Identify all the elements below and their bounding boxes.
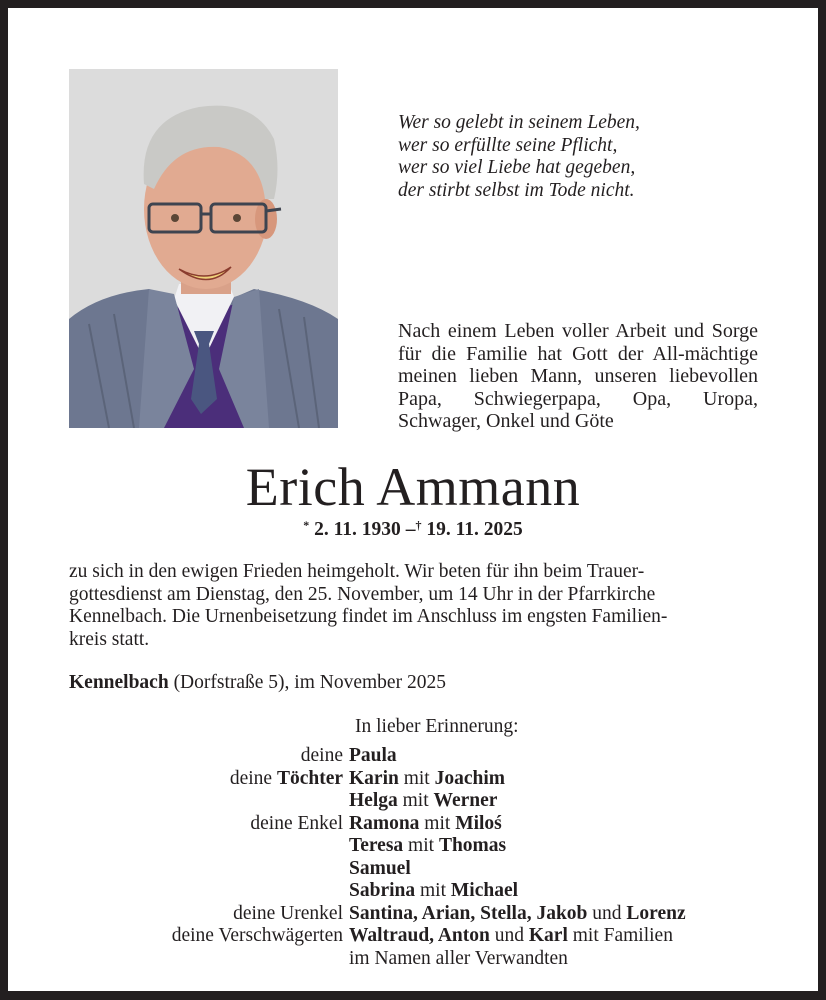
mourner-names bbox=[349, 925, 818, 948]
mourner-name: Lorenz bbox=[626, 902, 686, 924]
relation-label bbox=[8, 768, 349, 791]
mourner-name: Teresa bbox=[349, 835, 404, 856]
mourner-row bbox=[8, 925, 818, 948]
body-line: zu sich in den ewigen Frieden heimgeholt. Wir beten für ihn beim Trauer- bbox=[69, 561, 645, 582]
relation-text: deine Urenkel bbox=[233, 902, 343, 924]
memorial-poem bbox=[398, 112, 718, 202]
connector-text: und bbox=[587, 902, 627, 924]
connector-text: mit bbox=[415, 880, 451, 901]
mourner-names bbox=[349, 745, 818, 768]
mourner-row bbox=[8, 858, 818, 881]
body-line: gottesdienst am Dienstag, den 25. November, um 14 Uhr in der Pfarrkirche bbox=[69, 583, 656, 605]
relation-label bbox=[8, 790, 349, 813]
mourner-names bbox=[349, 813, 818, 836]
relation-text: deine bbox=[229, 767, 277, 789]
mourner-names bbox=[349, 858, 818, 881]
memory-heading: In lieber Erinnerung: bbox=[355, 716, 519, 737]
connector-text: und bbox=[489, 925, 529, 946]
obituary-notice bbox=[8, 8, 818, 991]
connector-text: mit bbox=[397, 790, 434, 811]
relation-label bbox=[8, 903, 349, 926]
poem-line: wer so viel Liebe hat gegeben, bbox=[398, 157, 636, 178]
mourner-name: Miloś bbox=[455, 812, 502, 834]
place-rest: (Dorfstraße 5), im November 2025 bbox=[168, 672, 446, 693]
mourner-names bbox=[349, 948, 818, 971]
relation-text: deine bbox=[300, 745, 343, 766]
mourner-name: Sabrina bbox=[349, 880, 416, 901]
body-line: Kennelbach. Die Urnenbeisetzung findet im Anschluss im engsten Familien- bbox=[69, 606, 668, 627]
relation-label bbox=[8, 858, 349, 881]
death-date: 19. 11. 2025 bbox=[426, 519, 523, 540]
mourner-name: Thomas bbox=[438, 835, 507, 856]
mourner-name: Santina, Arian, Stella, Jakob bbox=[349, 902, 588, 924]
poem-line: wer so erfüllte seine Pflicht, bbox=[398, 134, 618, 156]
relation-label bbox=[8, 948, 349, 971]
mourner-row bbox=[8, 745, 818, 768]
mourner-name: Paula bbox=[349, 745, 397, 766]
deceased-name: Erich Ammann bbox=[245, 457, 581, 517]
date-separator: – bbox=[405, 519, 416, 540]
mourner-name: Karl bbox=[528, 925, 568, 946]
connector-text: mit bbox=[403, 835, 439, 856]
mourner-names bbox=[349, 768, 818, 791]
birth-date: 2. 11. 1930 bbox=[314, 519, 401, 540]
mourner-row bbox=[8, 768, 818, 791]
mourner-names bbox=[349, 903, 818, 926]
birth-symbol: * bbox=[303, 518, 310, 532]
relation-text: Töchter bbox=[276, 767, 343, 789]
mourner-name: Karin bbox=[349, 767, 399, 789]
body-line: kreis statt. bbox=[69, 628, 150, 650]
mourner-name: Waltraud, Anton bbox=[349, 925, 490, 946]
mourners-list bbox=[8, 745, 818, 970]
relation-label bbox=[8, 813, 349, 836]
mourner-row bbox=[8, 813, 818, 836]
connector-text: mit bbox=[419, 812, 456, 834]
mourner-row bbox=[8, 835, 818, 858]
mourner-row bbox=[8, 903, 818, 926]
poem-line: Wer so gelebt in seinem Leben, bbox=[398, 112, 640, 133]
portrait-illustration bbox=[69, 69, 338, 428]
connector-text: mit bbox=[398, 767, 435, 789]
relation-text: deine Verschwägerten bbox=[171, 925, 343, 946]
mourner-name: Ramona bbox=[349, 812, 420, 834]
mourner-name: Joachim bbox=[434, 767, 506, 789]
place-town: Kennelbach bbox=[69, 672, 169, 693]
mourner-name: Michael bbox=[450, 880, 519, 901]
mourner-name: Werner bbox=[433, 790, 498, 811]
life-dates bbox=[8, 518, 818, 541]
mourner-names bbox=[349, 835, 818, 858]
mourner-names bbox=[349, 880, 818, 903]
mourner-row bbox=[8, 790, 818, 813]
intro-paragraph: Nach einem Leben voller Arbeit und Sorge für die Familie hat Gott der All-mächtige meinen lieben Mann, unseren liebevollen Papa, Schwiegerpapa, Opa, Uropa, Schwager, Onkel und Göte bbox=[398, 320, 758, 432]
funeral-details bbox=[69, 561, 759, 651]
mourner-name: Samuel bbox=[349, 857, 411, 879]
relation-label bbox=[8, 745, 349, 768]
mourner-name: Helga bbox=[349, 790, 398, 811]
connector-text: im Namen aller Verwandten bbox=[349, 947, 568, 969]
mourner-names bbox=[349, 790, 818, 813]
mourner-row bbox=[8, 948, 818, 971]
portrait-photo bbox=[69, 69, 338, 428]
poem-line: der stirbt selbst im Tode nicht. bbox=[398, 179, 635, 201]
relation-label bbox=[8, 835, 349, 858]
mourner-row bbox=[8, 880, 818, 903]
connector-text: mit Familien bbox=[567, 925, 673, 946]
relation-text: deine Enkel bbox=[250, 812, 343, 834]
place-and-date bbox=[69, 672, 446, 695]
relation-label bbox=[8, 880, 349, 903]
relation-label bbox=[8, 925, 349, 948]
death-symbol: † bbox=[415, 518, 422, 532]
